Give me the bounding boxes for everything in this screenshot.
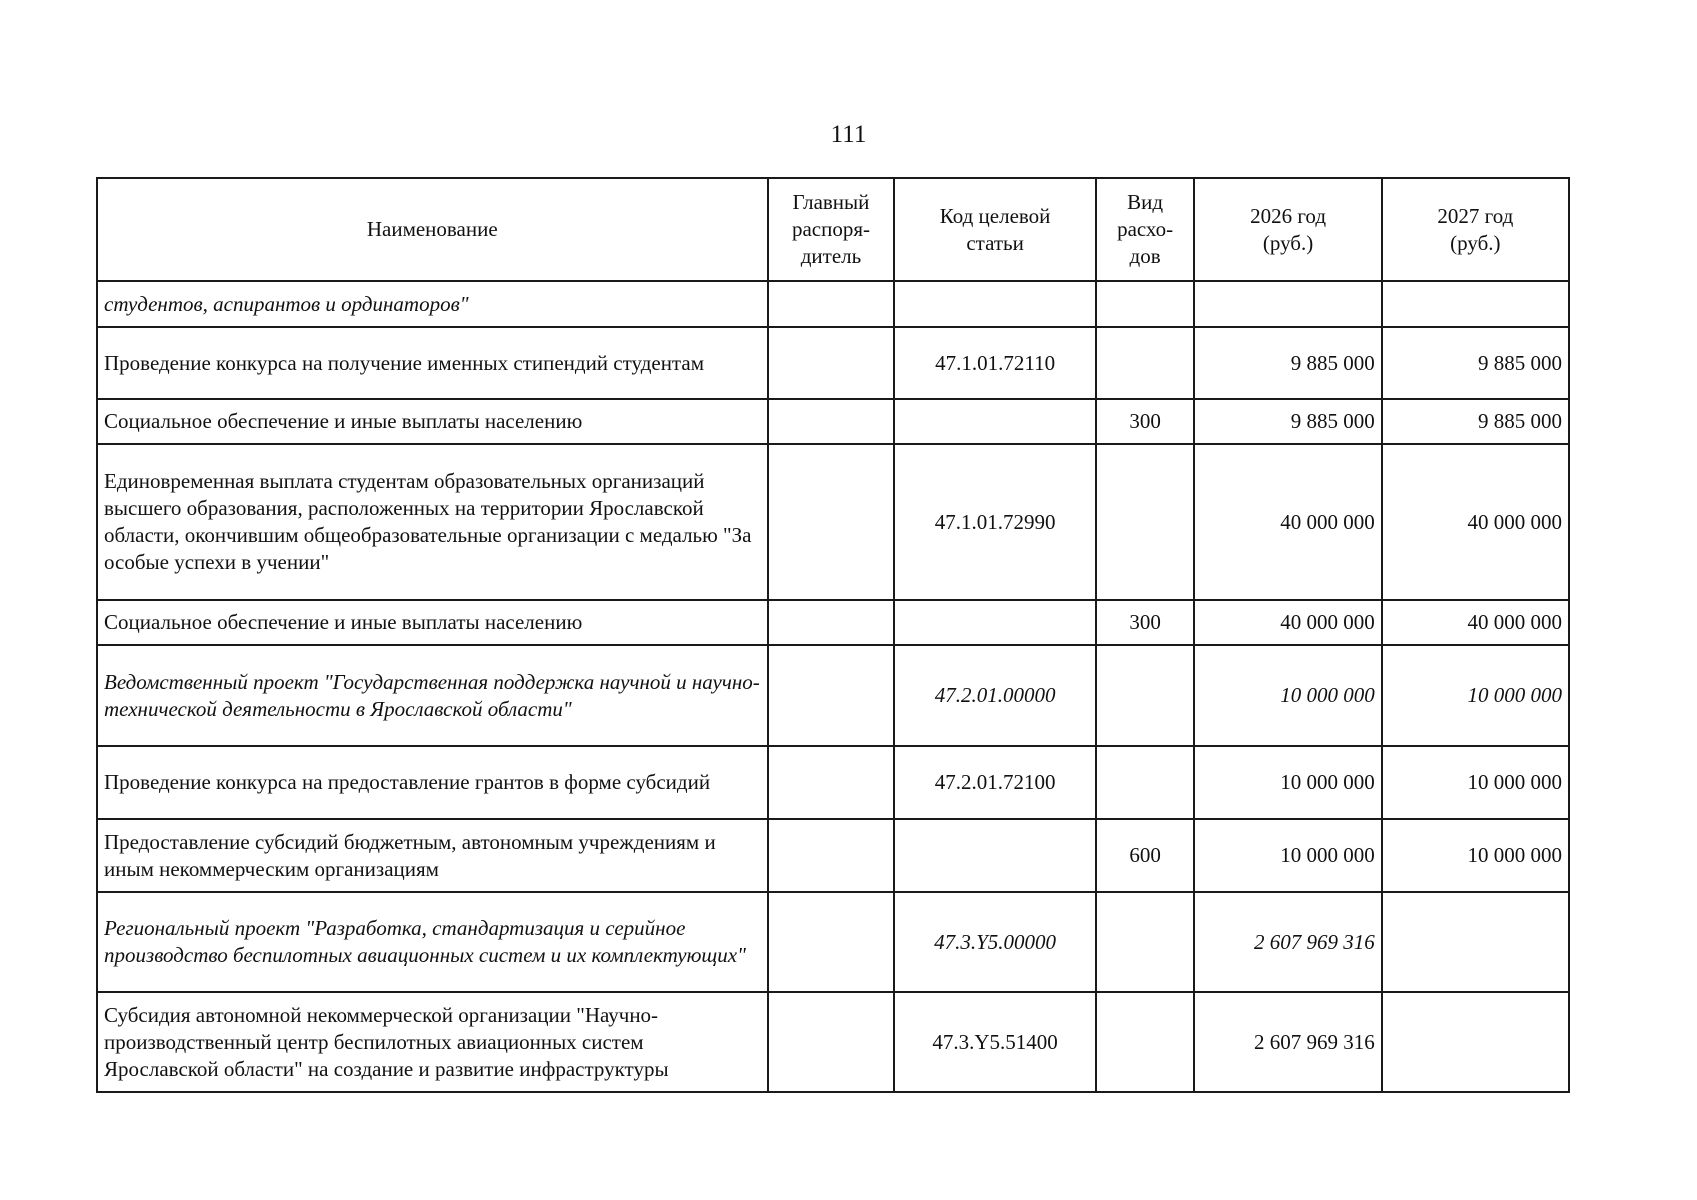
- header-main-manager-line: дитель: [800, 244, 862, 268]
- cell-name: Региональный проект "Разработка, стандартизация и серийное производство беспилотных авиационных систем и их комплектующих": [97, 892, 768, 992]
- header-main-manager-line: распоря-: [791, 217, 870, 241]
- cell-expense-type: 300: [1096, 399, 1195, 444]
- cell-name: Проведение конкурса на получение именных стипендий студентам: [97, 327, 768, 399]
- cell-amount-2026: 2 607 969 316: [1194, 892, 1381, 992]
- table-row: [97, 746, 1569, 819]
- cell-amount-2027: 10 000 000: [1382, 819, 1569, 892]
- cell-main-manager: [768, 399, 895, 444]
- cell-amount-2026: 10 000 000: [1194, 746, 1381, 819]
- cell-amount-2027: [1382, 281, 1569, 327]
- cell-target-code: 47.2.01.00000: [894, 645, 1095, 746]
- cell-target-code: 47.2.01.72100: [894, 746, 1095, 819]
- page-number: 111: [830, 121, 867, 148]
- budget-table: [96, 177, 1570, 1093]
- cell-amount-2026: 9 885 000: [1194, 399, 1381, 444]
- cell-amount-2026: 10 000 000: [1194, 645, 1381, 746]
- header-main-manager-line: Главный: [792, 190, 870, 214]
- header-target-code: [894, 178, 1095, 281]
- header-name-text: Наименование: [366, 217, 498, 241]
- cell-target-code: [894, 600, 1095, 645]
- header-target-code-line: статьи: [966, 230, 1024, 255]
- header-year-2026-line: (руб.): [1262, 230, 1314, 255]
- header-year-2027: [1382, 178, 1569, 281]
- header-year-2026: [1194, 178, 1381, 281]
- cell-expense-type: [1096, 746, 1195, 819]
- table-row: [97, 281, 1569, 327]
- header-main-manager: [768, 178, 895, 281]
- header-expense-type-line: Вид: [1127, 190, 1164, 214]
- cell-name: Социальное обеспечение и иные выплаты населению: [97, 600, 768, 645]
- header-expense-type-line: дов: [1129, 244, 1161, 268]
- cell-main-manager: [768, 819, 895, 892]
- header-year-2027-line: 2027 год: [1437, 203, 1514, 228]
- table-row: [97, 444, 1569, 600]
- cell-name: Проведение конкурса на предоставление грантов в форме субсидий: [97, 746, 768, 819]
- cell-name: Социальное обеспечение и иные выплаты населению: [97, 399, 768, 444]
- cell-expense-type: [1096, 327, 1195, 399]
- cell-amount-2027: 10 000 000: [1382, 746, 1569, 819]
- table-body: [97, 281, 1569, 1092]
- cell-main-manager: [768, 281, 895, 327]
- cell-amount-2026: 10 000 000: [1194, 819, 1381, 892]
- cell-amount-2027: 40 000 000: [1382, 600, 1569, 645]
- header-year-2027-line: (руб.): [1450, 230, 1501, 255]
- table-row: [97, 600, 1569, 645]
- cell-main-manager: [768, 892, 895, 992]
- cell-name: студентов, аспирантов и ординаторов": [97, 281, 768, 327]
- table-row: [97, 327, 1569, 399]
- cell-amount-2027: 9 885 000: [1382, 399, 1569, 444]
- cell-name: Субсидия автономной некоммерческой организации "Научно-производственный центр беспилотных авиационных систем Ярославской области" на создание и развитие инфраструктуры: [97, 992, 768, 1092]
- cell-expense-type: [1096, 444, 1195, 600]
- cell-amount-2027: 10 000 000: [1382, 645, 1569, 746]
- header-expense-type: [1096, 178, 1195, 281]
- cell-target-code: 47.1.01.72110: [894, 327, 1095, 399]
- cell-main-manager: [768, 746, 895, 819]
- table-row: [97, 399, 1569, 444]
- cell-expense-type: [1096, 992, 1195, 1092]
- header-name: [97, 178, 768, 281]
- cell-target-code: 47.1.01.72990: [894, 444, 1095, 600]
- cell-amount-2026: 2 607 969 316: [1194, 992, 1381, 1092]
- cell-amount-2027: [1382, 992, 1569, 1092]
- cell-main-manager: [768, 645, 895, 746]
- cell-amount-2026: 40 000 000: [1194, 600, 1381, 645]
- cell-main-manager: [768, 992, 895, 1092]
- header-target-code-line: Код целевой: [939, 203, 1051, 228]
- cell-target-code: [894, 281, 1095, 327]
- cell-amount-2026: 40 000 000: [1194, 444, 1381, 600]
- cell-expense-type: [1096, 892, 1195, 992]
- cell-expense-type: 600: [1096, 819, 1195, 892]
- table-row: [97, 819, 1569, 892]
- cell-expense-type: 300: [1096, 600, 1195, 645]
- table-header-row: [97, 178, 1569, 281]
- cell-amount-2027: 9 885 000: [1382, 327, 1569, 399]
- cell-target-code: [894, 399, 1095, 444]
- cell-expense-type: [1096, 281, 1195, 327]
- cell-name: Единовременная выплата студентам образовательных организаций высшего образования, расположенных на территории Ярославской области, окончившим общеобразовательные организации с медалью "За особые успехи в учении": [97, 444, 768, 600]
- table-row: [97, 892, 1569, 992]
- cell-target-code: [894, 819, 1095, 892]
- cell-name: Предоставление субсидий бюджетным, автономным учреждениям и иным некоммерческим организациям: [97, 819, 768, 892]
- cell-amount-2026: 9 885 000: [1194, 327, 1381, 399]
- table-row: [97, 645, 1569, 746]
- cell-amount-2026: [1194, 281, 1381, 327]
- cell-target-code: 47.3.Y5.00000: [894, 892, 1095, 992]
- cell-amount-2027: [1382, 892, 1569, 992]
- header-year-2026-line: 2026 год: [1250, 203, 1327, 228]
- cell-expense-type: [1096, 645, 1195, 746]
- cell-name: Ведомственный проект "Государственная поддержка научной и научно-технической деятельности в Ярославской области": [97, 645, 768, 746]
- cell-main-manager: [768, 600, 895, 645]
- cell-amount-2027: 40 000 000: [1382, 444, 1569, 600]
- header-expense-type-line: расхо-: [1117, 217, 1174, 241]
- cell-target-code: 47.3.Y5.51400: [894, 992, 1095, 1092]
- cell-main-manager: [768, 444, 895, 600]
- table-row: [97, 992, 1569, 1092]
- cell-main-manager: [768, 327, 895, 399]
